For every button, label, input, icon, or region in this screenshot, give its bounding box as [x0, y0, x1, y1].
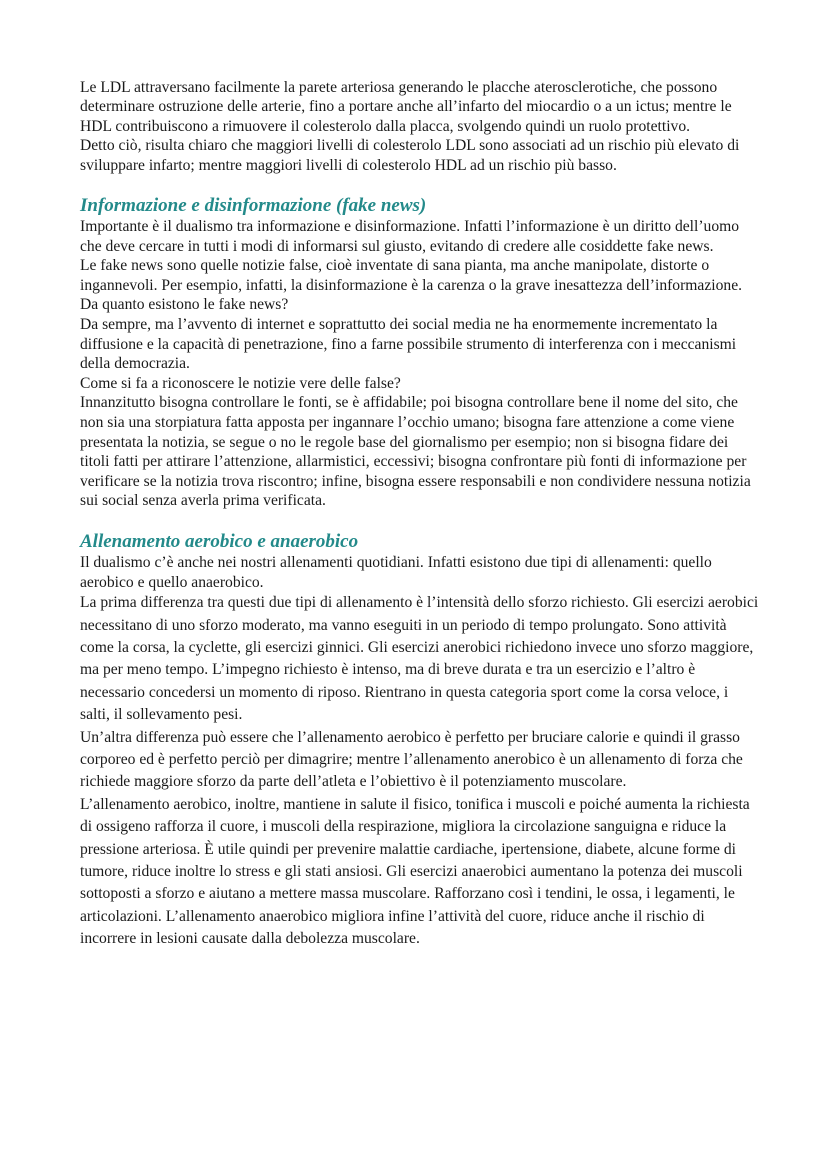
- section-allenamento: [80, 531, 760, 951]
- section-fake-news: [80, 195, 760, 511]
- paragraph-health-benefits: L’allenamento aerobico, inoltre, mantiene in salute il fisico, tonifica i muscoli e poiché aumenta la richiesta di ossigeno rafforza il cuore, i muscoli della respirazione, migliora la circolazione sanguigna e riduce la pressione arteriosa. È utile quindi per prevenire malattie cardiache, ipertensione, diabete, alcune forme di tumore, riduce inoltre lo stress e gli stati ansiosi. Gli esercizi anaerobici aumentano la potenza dei muscoli sottoposti a sforzo e aiutano a mettere massa muscolare. Rafforzano così i tendini, le ossa, i legamenti, le articolazioni. L’allenamento anaerobico migliora infine l’attività del cuore, riduce anche il rischio di incorrere in lesioni causate dalla debolezza muscolare.: [80, 795, 750, 948]
- document-page: [80, 78, 760, 951]
- paragraph-intensity-difference: La prima differenza tra questi due tipi di allenamento è l’intensità dello sforzo richiesto. Gli esercizi aerobici necessitano di uno sforzo moderato, ma vanno eseguiti in un periodo di tempo prolungato. Sono attività come la corsa, la cyclette, gli esercizi ginnici. Gli esercizi anerobici richiedono invece uno sforzo maggiore, ma per meno tempo. L’impegno richiesto è intenso, ma di breve durata e tra un esercizio e l’altro è necessario concedersi un momento di riposo. Rientrano in questa categoria sport come la corsa veloce, i salti, il sollevamento pesi.: [80, 594, 759, 724]
- paragraph-cholesterol-risk: Detto ciò, risulta chiaro che maggiori livelli di colesterolo LDL sono associati ad un rischio più elevato di sviluppare infarto; mentre maggiori livelli di colesterolo HDL ad un rischio più basso.: [80, 137, 740, 174]
- paragraph-dualism-info: Importante è il dualismo tra informazione e disinformazione. Infatti l’informazione è un diritto dell’uomo che deve cercare in tutti i modi di informarsi sul giusto, evitando di credere alle cosiddette fake news.: [80, 218, 740, 255]
- paragraph-answer-recognize: Innanzitutto bisogna controllare le fonti, se è affidabile; poi bisogna controllare bene il nome del sito, che non sia una storpiatura fatta apposta per ingannare l’occhio umano; bisogna fare attenzione a come viene presentata la notizia, se segue o no le regole base del giornalismo per esempio; non si bisogna fidare dei titoli fatti per attirare l’attenzione, allarmistici, eccessivi; bisogna confrontare più fonti di informazione per verificare se la notizia trova riscontro; infine, bisogna essere responsabili e non condividere nessuna notizia sui social senza averla prima verificata.: [80, 394, 751, 510]
- paragraph-dualism-training: Il dualismo c’è anche nei nostri allenamenti quotidiani. Infatti esistono due tipi di allenamenti: quello aerobico e quello anaerobico.: [80, 553, 712, 591]
- paragraph-question-recognize: Come si fa a riconoscere le notizie vere delle false?: [80, 374, 401, 392]
- paragraph-other-difference: Un’altra differenza può essere che l’allenamento aerobico è perfetto per bruciare calorie e quindi il grasso corporeo ed è perfetto perciò per dimagrire; mentre l’allenamento anerobico è un allenamento di forza che richiede maggiore sforzo da parte dell’atleta e l’obiettivo è il potenziamento muscolare.: [80, 728, 743, 791]
- section-intro: [80, 78, 760, 175]
- paragraph-ldl-hdl: Le LDL attraversano facilmente la parete arteriosa generando le placche aterosclerotiche, che possono determinare ostruzione delle arterie, fino a portare anche all’infarto del miocardio o a un ictus; mentre le HDL contribuiscono a rimuovere il colesterolo dalla placca, svolgendo quindi un ruolo protettivo.: [80, 79, 732, 135]
- paragraph-fake-news-definition: Le fake news sono quelle notizie false, cioè inventate di sana pianta, ma anche manipolate, distorte o ingannevoli. Per esempio, infatti, la disinformazione è la carenza o la grave inesattezza dell’informazione.: [80, 257, 743, 294]
- paragraph-answer-since-when: Da sempre, ma l’avvento di internet e soprattutto dei social media ne ha enormemente incrementato la diffusione e la capacità di penetrazione, fino a farne possibile strumento di interferenza con i meccanismi della democrazia.: [80, 316, 737, 373]
- heading-allenamento: Allenamento aerobico e anaerobico: [80, 530, 359, 552]
- heading-fake-news: Informazione e disinformazione (fake news): [80, 195, 427, 217]
- paragraph-question-since-when: Da quanto esistono le fake news?: [80, 296, 289, 314]
